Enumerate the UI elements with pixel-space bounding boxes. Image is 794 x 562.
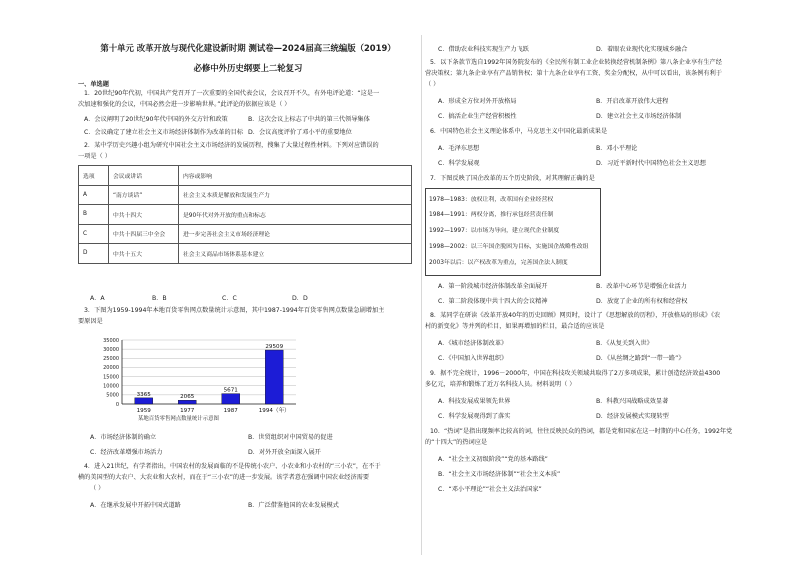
- q7-stage-1: 1978—1983：放权让利，改革国有企业经营权: [429, 197, 554, 203]
- q5-option-a[interactable]: A．形成全方位对外开放格局: [438, 98, 517, 105]
- chart-bar: [265, 350, 283, 404]
- chart-y-tick-label: 35000: [103, 337, 119, 344]
- q3-chart-svg: [86, 334, 312, 420]
- q6-option-d[interactable]: D．习近平新时代中国特色社会主义思想: [596, 160, 706, 167]
- q2-option-c[interactable]: C．C: [222, 295, 237, 302]
- table-header-cell: 内容或影响: [179, 166, 412, 186]
- q10-stem-line1: 10．“热词”是指出现频率比较高的词，往往反映民众的热词，都是党和国家在这一时期的中心任务，1992年党: [430, 428, 733, 435]
- q7-option-b[interactable]: B．改革中心环节是增强企业活力: [596, 283, 687, 290]
- q2-option-b[interactable]: B．B: [152, 295, 167, 302]
- q6-option-a[interactable]: A．毛泽东思想: [438, 145, 480, 152]
- q10-option-a[interactable]: A．“社会主义初级阶段”“党的基本路线”: [438, 456, 548, 463]
- chart-data-label: 2065: [180, 394, 195, 401]
- q3-option-c[interactable]: C．经济改革增强市场活力: [90, 449, 163, 456]
- q2-table: [78, 165, 412, 264]
- chart-data-label: 5671: [223, 387, 238, 394]
- chart-x-tick-label: 1994（年）: [258, 408, 290, 414]
- chart-y-tick-label: 15000: [103, 374, 119, 381]
- table-header-cell: 选项: [79, 166, 109, 186]
- table-cell: 社会主义本质是解放和发展生产力: [179, 185, 412, 205]
- q2-stem-line1: 2．某中学历史兴趣小组为研究中国社会主义市场经济的发展历程，搜集了大量过程性材料。下列对应错误的: [84, 142, 379, 149]
- q4-option-a[interactable]: A．在继承发展中开拓中国式道路: [90, 502, 181, 509]
- q8-option-c[interactable]: C．《中国加入世界组织》: [438, 355, 508, 362]
- chart-x-tick-label: 1959: [136, 408, 151, 414]
- q3-stem-line2: 要原因是: [78, 318, 103, 325]
- table-cell: “南方谈话”: [109, 185, 179, 205]
- q4-stem-line1: 4．进入21世纪，有学者指出，中国农村的发展面临的不是传统小农户、小农业和小农村的“三小农”，在不于: [84, 463, 381, 470]
- table-cell: 社会主义商品市场体系基本建立: [179, 244, 412, 264]
- q3-option-a[interactable]: A．市场经济体制的确立: [90, 434, 157, 441]
- q3-option-b[interactable]: B．世贸组织对中国贸易的促进: [248, 434, 333, 441]
- q4-option-c[interactable]: C．借助农业科技实现生产力飞跃: [438, 46, 529, 53]
- q1-stem-line2: 次加速和强化的会议，中国必然会进一步影响世界。”此评论的依据应该是（ ）: [78, 101, 291, 108]
- q2-option-d[interactable]: D．D: [292, 295, 308, 302]
- q7-stage-5: 2003年以后：以产权改革为重点，完善国企法人制度: [429, 260, 568, 266]
- chart-y-tick-label: 20000: [103, 365, 119, 372]
- q8-option-d[interactable]: D．《从丝绸之路到“一带一路”》: [596, 355, 685, 362]
- q7-option-d[interactable]: D．放宽了企业的所有权和经营权: [596, 298, 688, 305]
- q3-option-d[interactable]: D．对外开放全面深入展开: [248, 449, 321, 456]
- q7-stage-3: 1992—1997：以市场为导向，建立现代企业制度: [429, 228, 560, 234]
- q3-chart: [86, 334, 312, 420]
- table-row: [79, 224, 412, 244]
- q8-option-a[interactable]: A．《城市经济体制改革》: [438, 340, 508, 347]
- q1-option-c[interactable]: C．会议确定了建立社会主义市场经济体制作为改革的目标: [84, 129, 244, 136]
- table-row: [79, 205, 412, 225]
- table-header-cell: 会议或讲话: [109, 166, 179, 186]
- q5-stem-line1: 5．以下条款节选自1992年国务院发布的《全民所有制工业企业转换经营机制条例》第八条企业享有生产经: [430, 59, 722, 66]
- q5-stem-line2: 营决策权；第九条企业享有产品销售权；第十九条企业享有工资、奖金分配权，从中可以看出，该条例有利于: [425, 70, 722, 77]
- table-cell: 中共十四届三中全会: [109, 224, 179, 244]
- chart-y-tick-label: 0: [115, 401, 119, 408]
- exam-subtitle: 必修中外历史纲要上二轮复习: [193, 63, 303, 73]
- q6-option-c[interactable]: C．科学发展观: [438, 160, 480, 167]
- q8-stem-line1: 8．某同学在研读《改革开放40年的历史回顾》网页时，设计了《思想解放的历程》，开放格局的形成》《农: [430, 312, 721, 319]
- q7-stage-2: 1984—1991：两权分离，推行承包经营责任制: [429, 212, 554, 218]
- chart-y-tick-label: 30000: [103, 346, 119, 353]
- q7-option-a[interactable]: A．第一阶段城市经济体制改革全面展开: [438, 283, 548, 290]
- chart-y-tick-label: 10000: [103, 383, 119, 390]
- q1-option-b[interactable]: B．这次会议上标志了中共的第三代领导集体: [248, 116, 370, 123]
- q2-stem-line2: 一项是（ ）: [78, 153, 111, 160]
- q1-option-d[interactable]: D．会议高度评价了邓小平的重要地位: [248, 129, 352, 136]
- q6-stem: 6．中国特色社会主义理论体系中，马克思主义中国化最新成果是: [430, 128, 608, 135]
- q9-option-a[interactable]: A．科技发展成果领先世界: [438, 398, 511, 405]
- q8-stem-line2: 村的新变化》等并列的栏目，如果再增加的栏目，最合适的应该是: [425, 323, 605, 330]
- chart-y-tick-label: 25000: [103, 356, 119, 363]
- q5-option-d[interactable]: D．建立社会主义市场经济体制: [596, 113, 682, 120]
- table-header-row: [79, 166, 412, 186]
- q9-option-b[interactable]: B．科教兴国战略成效显著: [596, 398, 669, 405]
- q5-option-c[interactable]: C．搞活企业生产经营积极性: [438, 113, 517, 120]
- q7-reform-box: [425, 188, 601, 276]
- table-row: [79, 244, 412, 264]
- q1-stem-line1: 1．20世纪90年代初，中国共产党召开了一次重要的全国代表会议，会议召开不久，有外电评论道：“这是一: [84, 90, 380, 97]
- q8-option-b[interactable]: B．《从复关到入世》: [596, 340, 653, 347]
- q7-option-c[interactable]: C．第二阶段体现中共十四大的会议精神: [438, 298, 548, 305]
- chart-bar: [222, 394, 240, 404]
- q9-option-c[interactable]: C．科学发展观得到了落实: [438, 413, 511, 420]
- table-row: [79, 185, 412, 205]
- q7-stem: 7．下图反映了国企改革的五个历史阶段，对其理解正确的是: [430, 175, 595, 182]
- q3-stem-line1: 3．下图为1959-1994年本地百货零售网点数量统计示意图，其中1987-1994年百货零售网点数量急剧增加主: [84, 307, 385, 314]
- q5-option-b[interactable]: B．开启改革开放伟大进程: [596, 98, 669, 105]
- section-heading: 一、单选题: [78, 81, 109, 88]
- chart-bar: [135, 398, 153, 404]
- table-cell: B: [79, 205, 109, 225]
- table-cell: 中共十四大: [109, 205, 179, 225]
- table-cell: D: [79, 244, 109, 264]
- table-cell: C: [79, 224, 109, 244]
- q4-option-b[interactable]: B．广泛借鉴他国的农业发展模式: [248, 502, 339, 509]
- q3-chart-caption: 某地百货零售网点数量统计示意图: [138, 416, 219, 422]
- q9-stem-line1: 9．据不完全统计，1996－2000年，中国在科技攻关领域共取得了2万多项成果，累计创造经济效益4300: [430, 370, 721, 377]
- q4-option-d[interactable]: D．着眼农业现代化实现城乡融合: [596, 46, 688, 53]
- q2-option-a[interactable]: A．A: [90, 295, 105, 302]
- table-cell: 是90年代对外开放的重点和标志: [179, 205, 412, 225]
- chart-data-label: 3365: [136, 391, 151, 398]
- chart-x-tick-label: 1977: [180, 408, 195, 414]
- exam-title: 第十单元 改革开放与现代化建设新时期 测试卷—2024届高三统编版（2019）: [100, 43, 396, 53]
- chart-y-tick-label: 5000: [106, 392, 119, 399]
- table-cell: A: [79, 185, 109, 205]
- chart-bar: [178, 400, 196, 404]
- q9-option-d[interactable]: D．经济发展模式实现转型: [596, 413, 669, 420]
- column-divider: [421, 35, 422, 555]
- q5-stem-line3: （ ）: [425, 81, 440, 88]
- q1-option-a[interactable]: A．会议阐明了20世纪90年代中国的外交方针和政策: [84, 116, 228, 123]
- q6-option-b[interactable]: B．邓小平理论: [596, 145, 638, 152]
- q4-stem-line2: 横的美国型的大农户、大农业和大农村，而在于“三小农”的进一步发展。该学者意在强调中国农业经济需要: [78, 474, 370, 481]
- q9-stem-line2: 多亿元，培养和锻炼了近万名科技人员。材料说明（ ）: [425, 381, 576, 388]
- chart-x-tick-label: 1987: [223, 408, 238, 414]
- table-cell: 中共十五大: [109, 244, 179, 264]
- chart-data-label: 29509: [265, 344, 284, 351]
- q10-stem-line2: 的“十四大”的热词应是: [425, 439, 488, 446]
- q4-stem-line3: （ ）: [90, 485, 105, 492]
- q7-stage-4: 1998—2002：以三年国企脱困为目标，实施国企战略性改组: [429, 244, 589, 250]
- q10-option-c[interactable]: C．“邓小平理论”“社会主义法治国家”: [438, 486, 542, 493]
- q10-option-b[interactable]: B．“社会主义市场经济体制”“社会主义本质”: [438, 471, 561, 478]
- table-cell: 进一步完善社会主义市场经济理论: [179, 224, 412, 244]
